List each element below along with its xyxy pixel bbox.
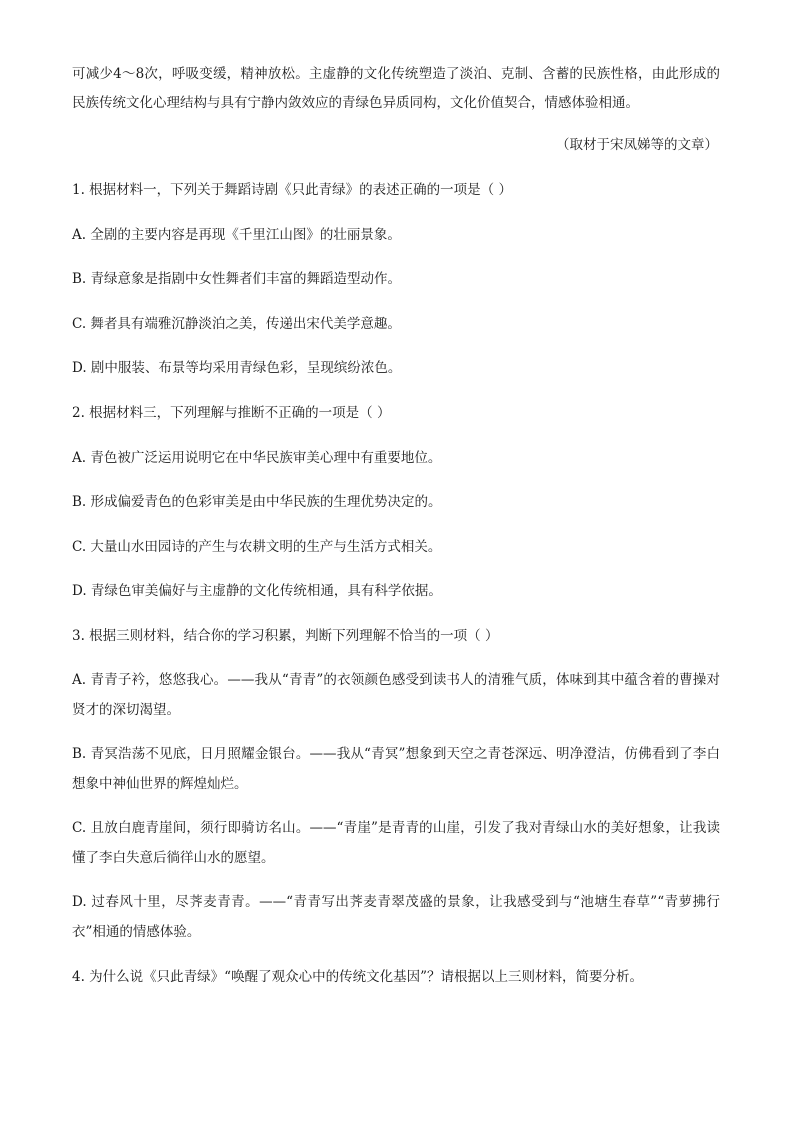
option-b: B. 形成偏爱青色的色彩审美是由中华民族的生理优势决定的。 <box>72 494 442 510</box>
option-b: B. 青冥浩荡不见底，日月照耀金银台。——我从“青冥”想象到天空之青苍深远、明净澄洁，仿佛看到了李白想象中神仙世界的辉煌灿烂。 <box>72 746 720 792</box>
question-1 <box>72 176 720 383</box>
option-d: D. 过春风十里，尽荠麦青青。——“青青写出荠麦青翠茂盛的景象，让我感受到与“池塘生春草”“青萝拂行衣”相通的情感体验。 <box>72 894 720 940</box>
document-page <box>72 60 720 992</box>
question-stem: 4. 为什么说《只此青绿》“唤醒了观众心中的传统文化基因”？请根据以上三则材料，简要分析。 <box>72 969 643 985</box>
question-stem: 2. 根据材料三，下列理解与推断不正确的一项是（ ） <box>72 405 391 421</box>
option-c: C. 且放白鹿青崖间，须行即骑访名山。——“青崖”是青青的山崖，引发了我对青绿山水的美好想象，让我读懂了李白失意后徜徉山水的愿望。 <box>72 820 720 866</box>
question-2 <box>72 399 720 606</box>
question-4 <box>72 963 720 992</box>
option-c: C. 舞者具有端雅沉静淡泊之美，传递出宋代美学意趣。 <box>72 315 401 332</box>
passage-source: （取材于宋凤娣等的文章） <box>556 137 718 153</box>
option-d: D. 剧中服装、布景等均采用青绿色彩，呈现缤纷浓色。 <box>72 360 402 376</box>
question-stem: 3. 根据三则材料，结合你的学习积累，判断下列理解不恰当的一项（ ） <box>72 628 499 644</box>
option-a: A. 青色被广泛运用说明它在中华民族审美心理中有重要地位。 <box>72 449 442 466</box>
passage-paragraph: 可减少4～8次，呼吸变缓，精神放松。主虚静的文化传统塑造了淡泊、克制、含蓄的民族性格，由此形成的民族传统文化心理结构与具有宁静内敛效应的青绿色异质同构，文化价值契合，情感体验相通。 <box>72 66 720 111</box>
option-c: C. 大量山水田园诗的产生与农耕文明的生产与生活方式相关。 <box>72 538 442 555</box>
option-d: D. 青绿色审美偏好与主虚静的文化传统相通，具有科学依据。 <box>72 583 442 599</box>
option-a: A. 青青子衿，悠悠我心。——我从“青青”的衣领颜色感受到读书人的清雅气质，体味到其中蕴含着的曹操对贤才的深切渴望。 <box>72 672 720 718</box>
option-b: B. 青绿意象是指剧中女性舞者们丰富的舞蹈造型动作。 <box>72 271 402 287</box>
option-a: A. 全剧的主要内容是再现《千里江山图》的壮丽景象。 <box>72 226 401 243</box>
question-3 <box>72 622 720 947</box>
question-stem: 1. 根据材料一，下列关于舞蹈诗剧《只此青绿》的表述正确的一项是（ ） <box>72 182 512 198</box>
